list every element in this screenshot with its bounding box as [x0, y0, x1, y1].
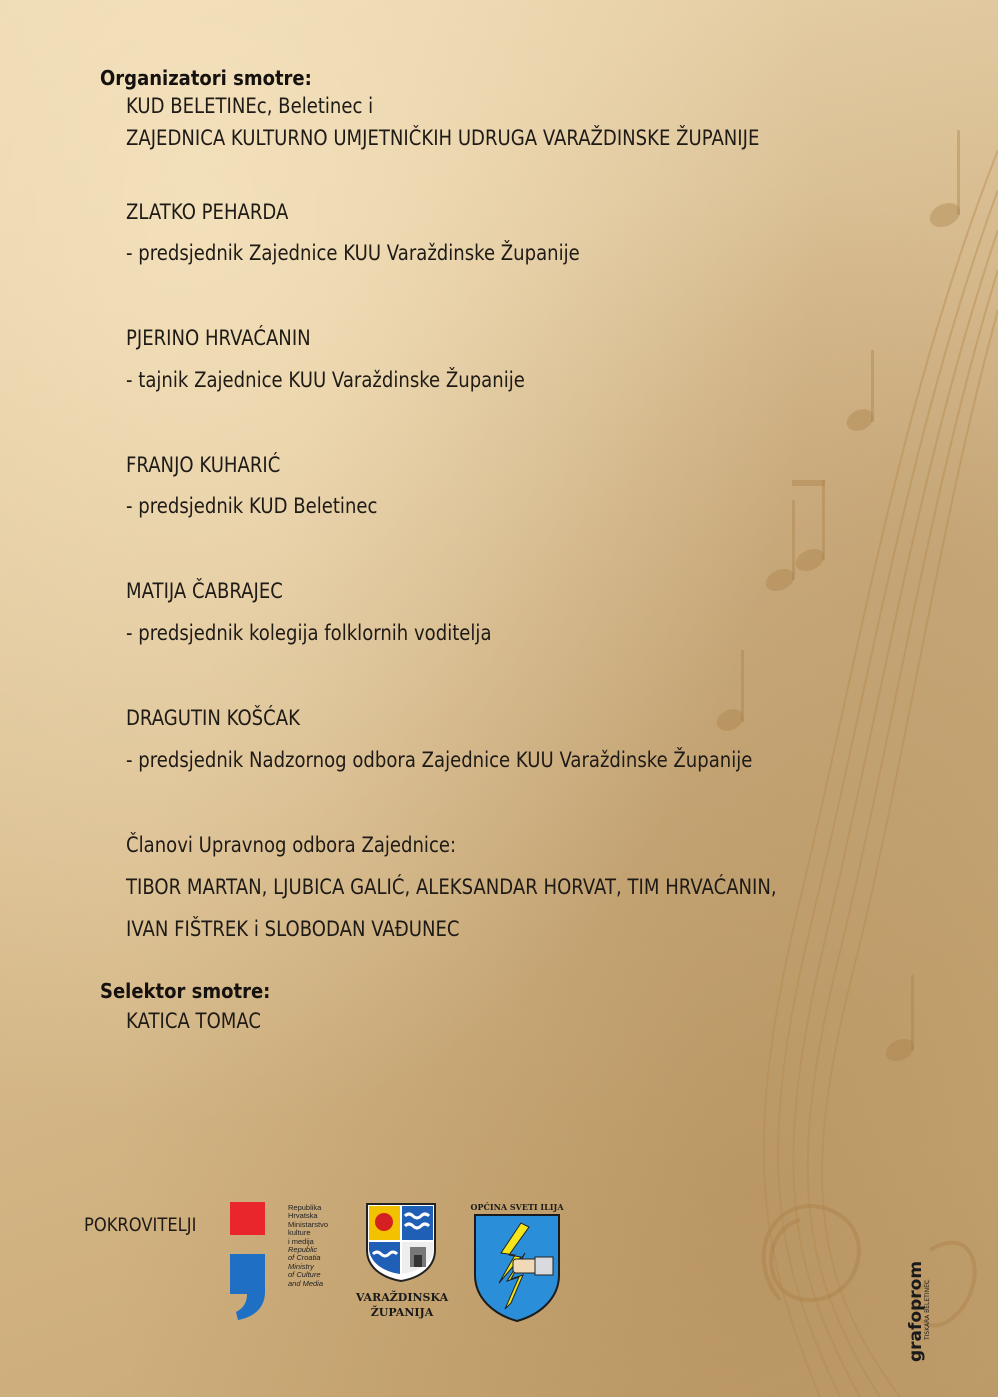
municipality-coat-of-arms-icon — [473, 1213, 561, 1323]
ministry-text-line: Republika — [288, 1203, 322, 1212]
sponsors-label: POKROVITELJI — [84, 1214, 197, 1236]
person-role: - predsjednik Zajednice KUU Varaždinske Županije — [126, 241, 580, 265]
selector-name: KATICA TOMAC — [126, 1009, 262, 1033]
board-members-line-2: IVAN FIŠTREK i SLOBODAN VAĐUNEC — [126, 917, 460, 941]
ministry-logo-icon — [230, 1202, 268, 1322]
printer-sub: TISKARA BELETINEC — [924, 1279, 931, 1340]
ministry-text-line: Ministry — [288, 1261, 314, 1271]
county-caption — [347, 1290, 457, 1320]
board-members-line-1: TIBOR MARTAN, LJUBICA GALIĆ, ALEKSANDAR HORVAT, TIM HRVAĆANIN, — [126, 875, 777, 899]
organizers-heading: Organizatori smotre: — [100, 66, 312, 90]
ministry-text-line: of Croatia — [288, 1253, 321, 1263]
ministry-text — [288, 1204, 328, 1288]
selector-heading: Selektor smotre: — [100, 979, 271, 1003]
person-name: ZLATKO PEHARDA — [126, 200, 289, 224]
ministry-text-line: and Media — [288, 1278, 324, 1288]
person-role: - predsjednik kolegija folklornih voditelja — [126, 621, 492, 645]
county-caption-line: VARAŽDINSKA — [355, 1291, 449, 1304]
ministry-text-line: Hrvatska — [288, 1211, 318, 1221]
person-name: PJERINO HRVAĆANIN — [126, 326, 311, 350]
ministry-text-line: Ministarstvo — [288, 1219, 329, 1229]
printer-brand: grafoprom — [906, 1260, 926, 1362]
organizers-line-2: ZAJEDNICA KULTURNO UMJETNIČKIH UDRUGA VARAŽDINSKE ŽUPANIJE — [126, 126, 760, 150]
county-coat-of-arms-icon — [365, 1202, 437, 1282]
board-label: Članovi Upravnog odbora Zajednice: — [126, 833, 457, 857]
ministry-text-line: Republic — [288, 1245, 318, 1255]
person-name: DRAGUTIN KOŠĆAK — [126, 706, 300, 730]
organizers-line-1: KUD BELETINEc, Beletinec i — [126, 94, 374, 118]
ministry-text-line: kulture — [288, 1228, 311, 1238]
person-role: - predsjednik Nadzornog odbora Zajednice KUU Varaždinske Županije — [126, 748, 753, 772]
person-role: - predsjednik KUD Beletinec — [126, 494, 378, 518]
person-name: MATIJA ČABRAJEC — [126, 579, 283, 603]
ministry-text-line: i medija — [288, 1236, 314, 1246]
county-caption-line: ŽUPANIJA — [370, 1306, 434, 1319]
person-name: FRANJO KUHARIĆ — [126, 453, 281, 477]
ministry-text-line: of Culture — [288, 1270, 321, 1280]
person-role: - tajnik Zajednice KUU Varaždinske Županije — [126, 368, 525, 392]
municipality-caption: OPĆINA SVETI ILIJA — [470, 1202, 564, 1212]
